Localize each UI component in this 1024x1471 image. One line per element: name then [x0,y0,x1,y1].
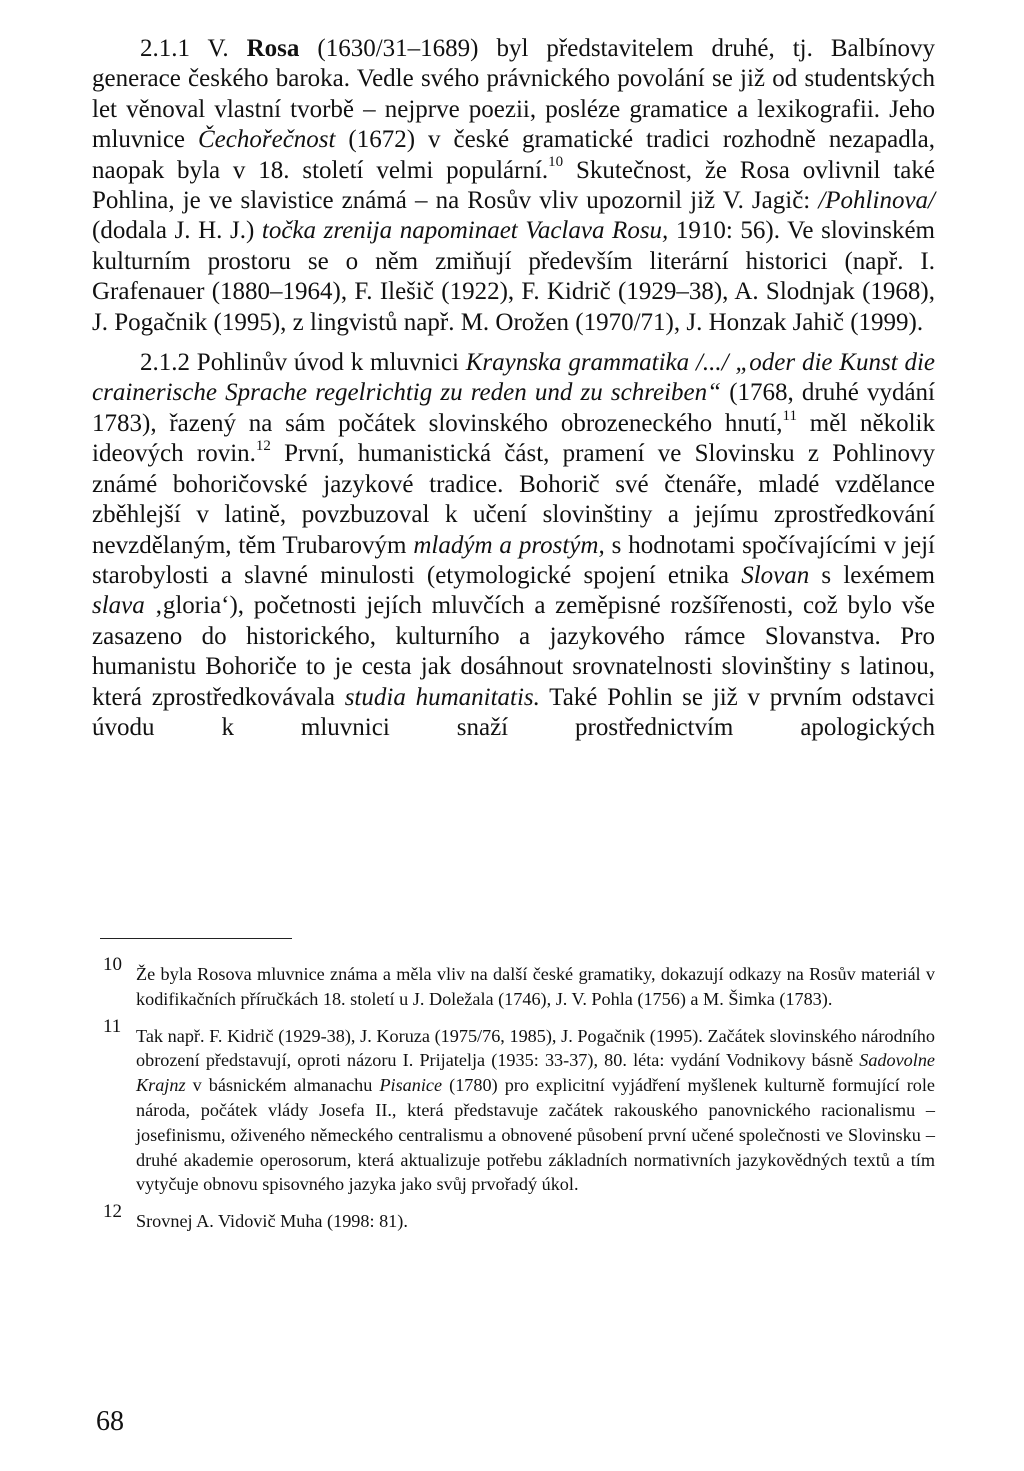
footnote-text: Že byla Rosova mluvnice známa a měla vliv na další české gramatiky, dokazují odkazy na Rosův materiál v kodifikačních příručkách 18. století u J. Doležala (1746), J. V. Pohla (1756) a M. Šimka (1783). [136,964,935,1009]
footnote-text: Tak např. F. Kidrič (1929-38), J. Koruza (1975/76, 1985), J. Pogačnik (1995). Začátek slovinského národního obrození představují, oproti názoru I. Prijatelja (1935: 33-37), 80. léta: vydání Vodnikovy básně [136,1025,935,1071]
italic-word: Slovan [741,561,810,589]
footnote-text: (1780) pro explicitní vyjádření myšlenek kulturně formující role národa, počátek vlády Josefa II., která představuje začátek rakouského panovnického racionalismu – josefinismu, oživeného německého centralismu a obnovené působení první učené společnosti ve Slovinsku – druhé akademie operosorum, která aktualizuje potřebu základních normativních jazykovědných textů a tím vytyčuje obnovu spisovného jazyka jako svůj prvořadý úkol. [136,1075,935,1195]
page-number: 68 [96,1406,124,1437]
footnote-ref[interactable]: 11 [782,407,797,424]
author-name-bold: Rosa [246,35,300,62]
footnote-ref[interactable]: 12 [255,437,271,454]
text-run: 1910: 56). Ve slovinském kulturním prostoru se o něm zmiňují především literární historici (např. I. Grafenauer (1880–1964), F. Ilešič (1922), F. Kidrič (1929–38), A. Slodnjak (1968), J. Pogačnik (1995), z lingvistů např. M. Orožen (1970/71), J. Honzak Jahič (1999). [92,217,935,336]
italic-quote: /Pohlinova/ [818,187,935,215]
footnotes [103,954,935,1246]
footnote-12 [103,1201,935,1234]
footnote-number: 12 [103,1201,122,1223]
text-run: Také Pohlin se již v prvním odstavci úvodu k mluvnici snaží prostřednictvím apologických [92,683,936,741]
text-run: s lexémem [809,561,935,589]
text-run: ‚gloria‘), početnosti jejích mluvčích a zeměpisné rozšířenosti, což bylo vše zasazeno do historického, kulturního a jazykového rámce Slovanstva. Pro humanistu Bohoriče to je cesta jak dosáhnout srovnatelnosti slovinštiny s latinou, která zprostředkovávala [92,592,935,711]
footnote-separator [100,938,292,939]
paragraph-2-1-2 [92,348,935,743]
text-run: měl několik ideových rovin. [92,409,935,468]
italic-title: Čechořečnost [198,126,336,154]
main-text [92,34,935,743]
text-run: (1768, druhé vydání 1783), řazený na sám počátek slovinského obrozeneckého hnutí, [92,379,936,437]
text-run: s hodnotami spočívajícími v její starobylosti a slavné minulosti (etymologické spojení etnika [92,531,935,589]
italic-phrase: mladým a prostým, [413,531,605,559]
italic-word: slava [92,592,145,620]
italic-title: Kraynska grammatika /.../ „oder die Kunst die crainerische Sprache regelrichtig zu reden und zu schreiben“ [92,349,935,407]
footnote-ref[interactable]: 10 [548,154,564,171]
text-run: (1672) v české gramatické tradici rozhodně nezapadla, naopak byla v 18. století velmi populární. [92,126,936,184]
text-run: 2.1.1 V. [140,35,247,62]
text-run: (1630/31–1689) byl představitelem druhé, tj. Balbínovy generace českého baroka. Vedle svého právnického povolání se již od studentských let věnoval vlastní tvorbě – nejprve poezii, posléze gramatice a lexikografii. Jeho mluvnice [92,35,935,154]
text-run: Skutečnost, že Rosa ovlivnil také Pohlina, je ve slavistice známá – na Rosův vliv upozornil již V. Jagič: [92,156,935,215]
footnote-text: Srovnej A. Vidovič Muha (1998: 81). [136,1211,408,1232]
italic-title: Pisanice [379,1075,443,1096]
paragraph-2-1-1 [92,34,935,338]
footnote-10 [103,954,935,1012]
text-run: První, humanistická část, pramení ve Slovinsku z Pohlinovy známé bohoričovské jazykové tradice. Bohorič své čtenáře, mladé vzdělance zběhlejší v latině, povzbuzoval k učení slovinštiny a jejímu zprostředkování nevzdělaným, těm Trubarovým [92,440,935,559]
footnote-number: 11 [103,1015,122,1037]
footnote-text: v básnickém almanachu [185,1075,380,1096]
italic-phrase: studia humanitatis. [344,683,540,711]
italic-quote: točka zrenija napominaet Vaclava Rosu, [261,217,669,245]
footnote-11 [103,1015,935,1198]
text-run: 2.1.2 Pohlinův úvod k mluvnici [140,349,466,377]
footnote-number: 10 [103,954,122,975]
text-run: (dodala J. H. J.) [92,217,262,245]
italic-title: Sadovolne Krajnz [136,1050,935,1096]
